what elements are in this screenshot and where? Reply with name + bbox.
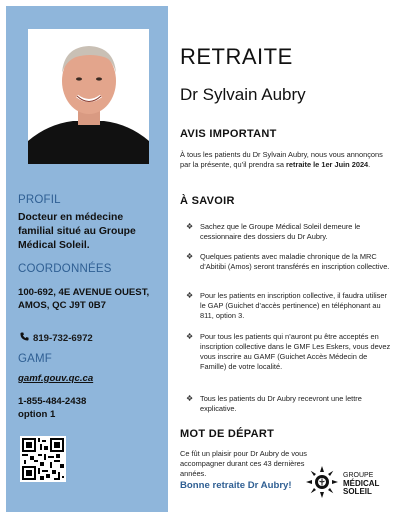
diamond-bullet-icon: ❖ — [186, 252, 194, 261]
logo-text: GROUPE MÉDICAL SOLEIL — [343, 472, 380, 496]
list-item: ❖ Sachez que le Groupe Médical Soleil demeure le cessionnaire des dossiers du Dr Aubry. — [186, 222, 361, 241]
phone-number: 819-732-6972 — [33, 332, 93, 344]
groupe-medical-soleil-logo — [306, 466, 396, 502]
gamf-phone: 1-855-484-2438 — [18, 396, 87, 407]
doctor-name: Dr Sylvain Aubry — [180, 85, 306, 104]
gamf-heading: GAMF — [18, 353, 53, 365]
profil-heading: PROFIL — [18, 194, 61, 206]
phone-row[interactable] — [20, 332, 93, 344]
gamf-link[interactable]: gamf.gouv.qc.ca — [18, 373, 94, 384]
diamond-bullet-icon: ❖ — [186, 394, 194, 403]
list-item: ❖ Pour tous les patients qui n’auront pu être acceptés en inscription collective dans le GMF Les Eskers, vous devez vous inscrire au GAMF (Guichet Accès Médecin de Famille) de votre localité. — [186, 332, 391, 371]
sun-icon — [306, 466, 338, 503]
qr-code[interactable] — [20, 436, 66, 482]
avis-text-start: À tous les patients du Dr Sylvain Aubry, nous vous annonçons par la présente, qu’il prendra sa — [180, 150, 383, 169]
list-item: ❖ Tous les patients du Dr Aubry recevront une lettre explicative. — [186, 394, 362, 413]
profil-text: Docteur en médecine familial situé au Groupe Médical Soleil. — [18, 212, 136, 251]
avis-heading: AVIS IMPORTANT — [180, 128, 277, 140]
coordonnees-heading: COORDONNÉES — [18, 263, 112, 275]
phone-icon — [20, 332, 29, 344]
address-line-2: AMOS, QC J9T 0B7 — [18, 300, 106, 311]
avis-text-end: . — [368, 160, 371, 169]
avis-retirement-date: retraite le 1er Juin 2024 — [286, 160, 369, 169]
gamf-option: option 1 — [18, 409, 56, 420]
sidebar — [6, 6, 168, 512]
avis-text — [180, 150, 394, 170]
list-item: ❖ Pour les patients en inscription collective, il faudra utiliser le GAP (Guichet d’accès pertinence) en téléphonant au 811, option 3. — [186, 291, 387, 320]
address-line-1: 100-692, 4E AVENUE OUEST, — [18, 287, 150, 298]
diamond-bullet-icon: ❖ — [186, 222, 194, 231]
doctor-photo — [28, 29, 149, 164]
diamond-bullet-icon: ❖ — [186, 291, 194, 300]
address — [18, 286, 168, 312]
depart-text: Ce fût un plaisir pour Dr Aubry de vous accompagner durant ces 43 dernières années. — [180, 449, 307, 478]
closing-message: Bonne retraite Dr Aubry! — [180, 480, 292, 491]
diamond-bullet-icon: ❖ — [186, 332, 194, 341]
depart-heading: MOT DE DÉPART — [180, 428, 275, 440]
list-item: ❖ Quelques patients avec maladie chronique de la MRC d’Abitibi (Amos) seront transférés en inscription collective. — [186, 252, 390, 271]
page-title: RETRAITE — [180, 44, 293, 69]
savoir-heading: À SAVOIR — [180, 195, 235, 207]
